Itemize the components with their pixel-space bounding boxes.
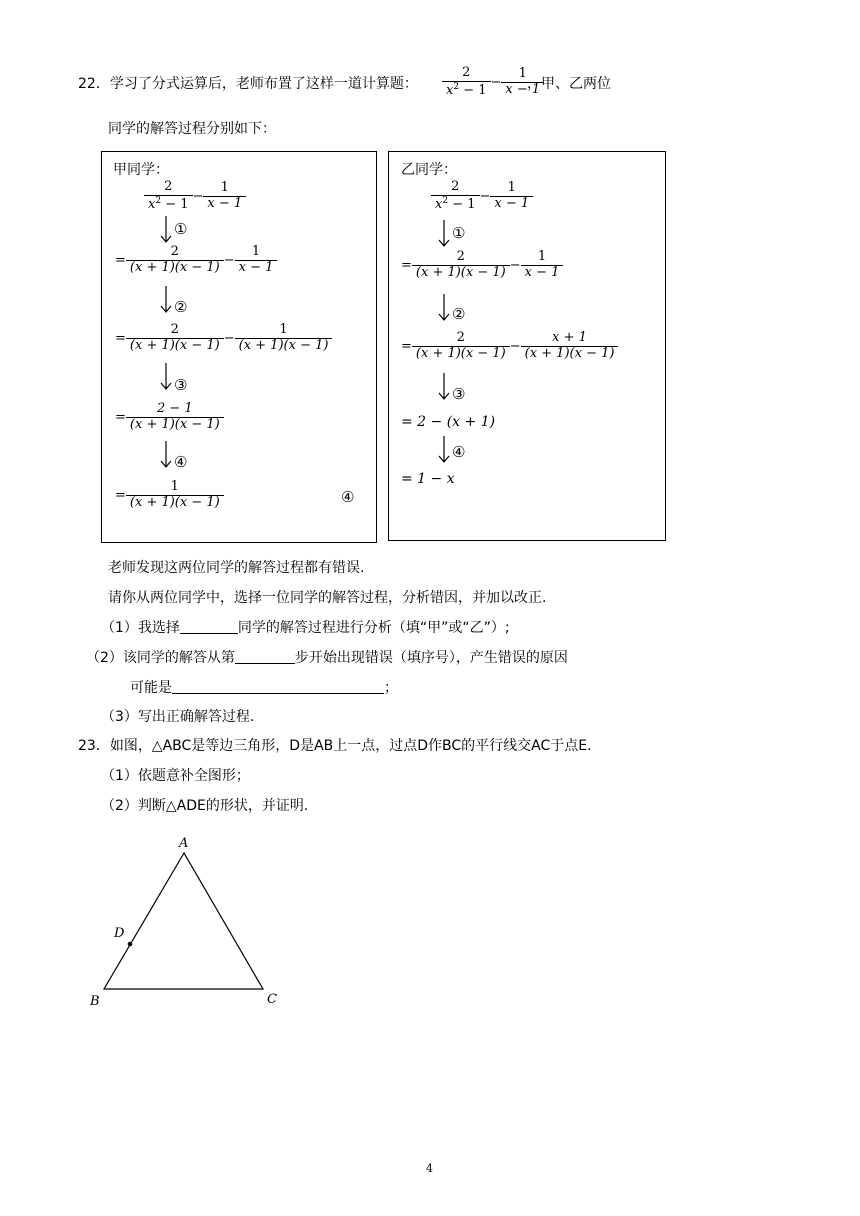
answer-blank[interactable] (235, 663, 295, 664)
step-marker: ② (452, 305, 466, 323)
label-b: B (90, 994, 100, 1009)
point-d (128, 942, 133, 947)
question-stem-tail: ，甲、乙两位 (527, 76, 611, 92)
step-marker: ④ (174, 453, 188, 471)
jia-step-4: = $\frac{1}{(x + 1)(x - 1)}$ (115, 480, 224, 511)
step-marker: ③ (174, 376, 188, 394)
question-23-stem (78, 735, 592, 755)
page-number: 4 (426, 1162, 433, 1175)
question-number: 22． (78, 76, 110, 92)
yi-title: 乙同学： (401, 162, 457, 178)
down-arrow-icon (437, 220, 451, 248)
label-a: A (179, 836, 189, 851)
triangle-figure (80, 825, 300, 1015)
step-marker: ④ (341, 488, 355, 506)
down-arrow-icon (159, 363, 173, 391)
fraction: $\frac{1}{x - 1}$ (501, 67, 544, 98)
down-arrow-icon (437, 294, 451, 322)
down-arrow-icon (437, 436, 451, 464)
part-2-reason: 可能是 ； (130, 680, 398, 696)
fraction: $\frac{2}{x^2 - 1}$ (442, 66, 491, 99)
question-stem-line2: 同学的解答过程分别如下： (108, 121, 276, 137)
yi-step-0: $\frac{2}{x^2 - 1}$ − $\frac{1}{x - 1}$ (431, 180, 533, 213)
question-stem: 学习了分式运算后，老师布置了这样一道计算题： (109, 76, 418, 92)
q23-part-2: （2）判断△ADE的形状，并证明. (101, 798, 309, 814)
teacher-remark: 老师发现这两位同学的解答过程都有错误. (108, 560, 365, 576)
question-stem: 如图，△ABC是等边三角形，D是AB上一点，过点D作BC的平行线交AC于点E. (109, 738, 592, 754)
yi-step-1: = $\frac{2}{(x + 1)(x - 1)}$ − $\frac{1}{x - 1}$ (401, 250, 563, 281)
jia-step-1: = $\frac{2}{(x + 1)(x - 1)}$ − $\frac{1}{x - 1}$ (115, 245, 277, 276)
down-arrow-icon (437, 373, 451, 401)
answer-blank[interactable] (172, 693, 384, 694)
part-2: （2）该同学的解答从第 步开始出现错误（填序号），产生错误的原因 (86, 650, 568, 666)
stem-expression: $\frac{2}{x^2 - 1}$ − $\frac{1}{x - 1}$ (442, 66, 544, 99)
q23-part-1: （1）依题意补全图形； (101, 768, 250, 784)
instruction: 请你从两位同学中，选择一位同学的解答过程，分析错因，并加以改正. (108, 590, 547, 606)
down-arrow-icon (159, 286, 173, 314)
label-d: D (114, 926, 125, 941)
step-marker: ① (174, 220, 188, 238)
question-number: 23． (78, 738, 110, 754)
yi-step-3: = 2 − (x + 1) (401, 414, 496, 430)
jia-step-2: = $\frac{2}{(x + 1)(x - 1)}$ − $\frac{1}{(x + 1)(x - 1)}$ (115, 323, 332, 354)
question-22-stem (78, 73, 418, 93)
yi-step-4: = 1 − x (401, 471, 455, 487)
yi-step-2: = $\frac{2}{(x + 1)(x - 1)}$ − $\frac{x + 1}{(x + 1)(x - 1)}$ (401, 331, 618, 362)
answer-blank[interactable] (180, 633, 238, 634)
jia-step-3: = $\frac{2 - 1}{(x + 1)(x - 1)}$ (115, 402, 224, 433)
step-marker: ① (452, 224, 466, 242)
down-arrow-icon (159, 441, 173, 469)
jia-title: 甲同学： (113, 162, 169, 178)
jia-step-0: $\frac{2}{x^2 - 1}$ − $\frac{1}{x - 1}$ (144, 180, 246, 213)
down-arrow-icon (159, 216, 173, 244)
label-c: C (267, 992, 277, 1007)
step-marker: ③ (452, 385, 466, 403)
step-marker: ④ (452, 443, 466, 461)
step-marker: ② (174, 298, 188, 316)
part-1: （1）我选择 同学的解答过程进行分析（填“甲”或“乙”）; (101, 620, 510, 636)
part-3: （3）写出正确解答过程. (101, 709, 255, 725)
triangle-abc (104, 853, 263, 989)
